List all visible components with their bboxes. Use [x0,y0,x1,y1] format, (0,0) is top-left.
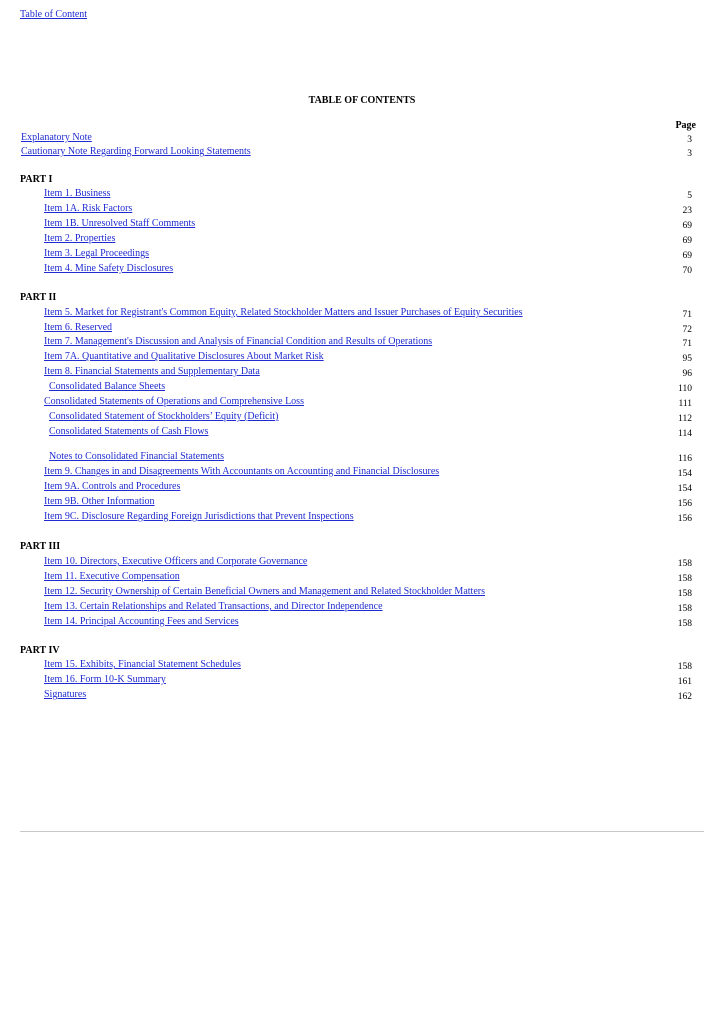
toc-row [0,351,724,365]
toc-page-number: 158 [677,589,692,599]
toc-link[interactable]: Consolidated Statement of Stockholders’ Equity (Deficit) [49,411,279,422]
toc-link[interactable]: Item 11. Executive Compensation [44,571,180,582]
toc-row [0,203,724,217]
toc-link[interactable]: Item 16. Form 10-K Summary [44,674,166,685]
toc-row [0,571,724,585]
toc-link[interactable]: Item 7A. Quantitative and Qualitative Disclosures About Market Risk [44,351,324,362]
part-heading: PART II [20,292,57,303]
toc-page-number: 156 [677,499,692,509]
toc-page-number: 71 [682,339,692,349]
toc-page-number: 154 [677,469,692,479]
toc-row [0,601,724,615]
toc-row [0,396,724,410]
toc-page-number: 158 [677,619,692,629]
toc-row-explanatory-note [0,132,724,146]
toc-row [0,556,724,570]
part-heading: PART IV [20,645,60,656]
toc-row [0,248,724,262]
toc-link[interactable]: Item 15. Exhibits, Financial Statement Schedules [44,659,241,670]
toc-row [0,659,724,673]
toc-row [0,511,724,525]
toc-page-number: 110 [678,384,692,394]
toc-link[interactable]: Item 10. Directors, Executive Officers and Corporate Governance [44,556,308,567]
toc-link[interactable]: Consolidated Statements of Operations and Comprehensive Loss [44,396,304,407]
toc-row [0,336,724,350]
toc-link[interactable]: Item 1. Business [44,188,111,199]
toc-page-number: 69 [682,251,692,261]
toc-row [0,466,724,480]
toc-link[interactable]: Explanatory Note [21,132,92,143]
toc-title: TABLE OF CONTENTS [308,95,416,106]
toc-link[interactable]: Cautionary Note Regarding Forward Looking Statements [21,146,251,157]
toc-link[interactable]: Item 9. Changes in and Disagreements With Accountants on Accounting and Financial Disclosures [44,466,440,477]
toc-row [0,689,724,703]
toc-page-number: 114 [678,429,692,439]
toc-page-number: 154 [677,484,692,494]
page-column-header: Page [675,120,696,131]
toc-link[interactable]: Item 1A. Risk Factors [44,203,133,214]
toc-page-number: 3 [687,149,692,159]
toc-row [0,366,724,380]
toc-page-number: 23 [682,206,692,216]
part-heading: PART I [20,174,53,185]
toc-row [0,496,724,510]
toc-row [0,218,724,232]
toc-link[interactable]: Item 14. Principal Accounting Fees and Services [44,616,239,627]
toc-row [0,188,724,202]
toc-link[interactable]: Consolidated Balance Sheets [49,381,166,392]
toc-page-number: 158 [677,574,692,584]
toc-link[interactable]: Notes to Consolidated Financial Statements [49,451,224,462]
toc-page-number: 158 [677,559,692,569]
toc-link[interactable]: Item 1B. Unresolved Staff Comments [44,218,196,229]
toc-link[interactable]: Item 4. Mine Safety Disclosures [44,263,174,274]
toc-row [0,307,724,321]
toc-page-number: 112 [678,414,692,424]
toc-page-number: 71 [682,310,692,320]
toc-link[interactable]: Item 5. Market for Registrant's Common Equity, Related Stockholder Matters and Issuer Purchases of Equity Securities [44,307,523,318]
toc-row-cautionary-note [0,146,724,160]
toc-page-number: 116 [678,454,692,464]
toc-link[interactable]: Item 8. Financial Statements and Supplementary Data [44,366,260,377]
toc-row [0,381,724,395]
toc-link[interactable]: Item 7. Management's Discussion and Analysis of Financial Condition and Results of Operations [44,336,433,347]
toc-page-number: 156 [677,514,692,524]
toc-row [0,616,724,630]
toc-link[interactable]: Item 9A. Controls and Procedures [44,481,181,492]
toc-page-number: 162 [677,692,692,702]
toc-row [0,426,724,440]
toc-page-number: 5 [687,191,692,201]
toc-link[interactable]: Signatures [44,689,87,700]
toc-link[interactable]: Item 9B. Other Information [44,496,155,507]
toc-page-number: 95 [682,354,692,364]
toc-page-number: 96 [682,369,692,379]
toc-page-number: 72 [682,325,692,335]
toc-link[interactable]: Consolidated Statements of Cash Flows [49,426,209,437]
toc-row [0,586,724,600]
toc-page-number: 69 [682,236,692,246]
toc-row [0,322,724,336]
page-divider [20,831,704,832]
toc-link[interactable]: Item 12. Security Ownership of Certain Beneficial Owners and Management and Related Stockholder Matters [44,586,485,597]
toc-page-number: 158 [677,662,692,672]
toc-link[interactable]: Item 3. Legal Proceedings [44,248,149,259]
toc-link[interactable]: Item 6. Reserved [44,322,113,333]
toc-row [0,674,724,688]
toc-row [0,451,724,465]
toc-page-number: 111 [678,399,692,409]
toc-page-number: 161 [677,677,692,687]
toc-row [0,481,724,495]
toc-link[interactable]: Item 9C. Disclosure Regarding Foreign Jurisdictions that Prevent Inspections [44,511,354,522]
table-of-content-link[interactable]: Table of Content [20,9,88,20]
toc-link[interactable]: Item 13. Certain Relationships and Related Transactions, and Director Independence [44,601,383,612]
toc-link[interactable]: Item 2. Properties [44,233,116,244]
toc-page-number: 70 [682,266,692,276]
toc-page-number: 69 [682,221,692,231]
part-heading: PART III [20,541,61,552]
toc-page-number: 3 [687,135,692,145]
toc-row [0,233,724,247]
toc-row [0,263,724,277]
toc-row [0,411,724,425]
toc-page-number: 158 [677,604,692,614]
